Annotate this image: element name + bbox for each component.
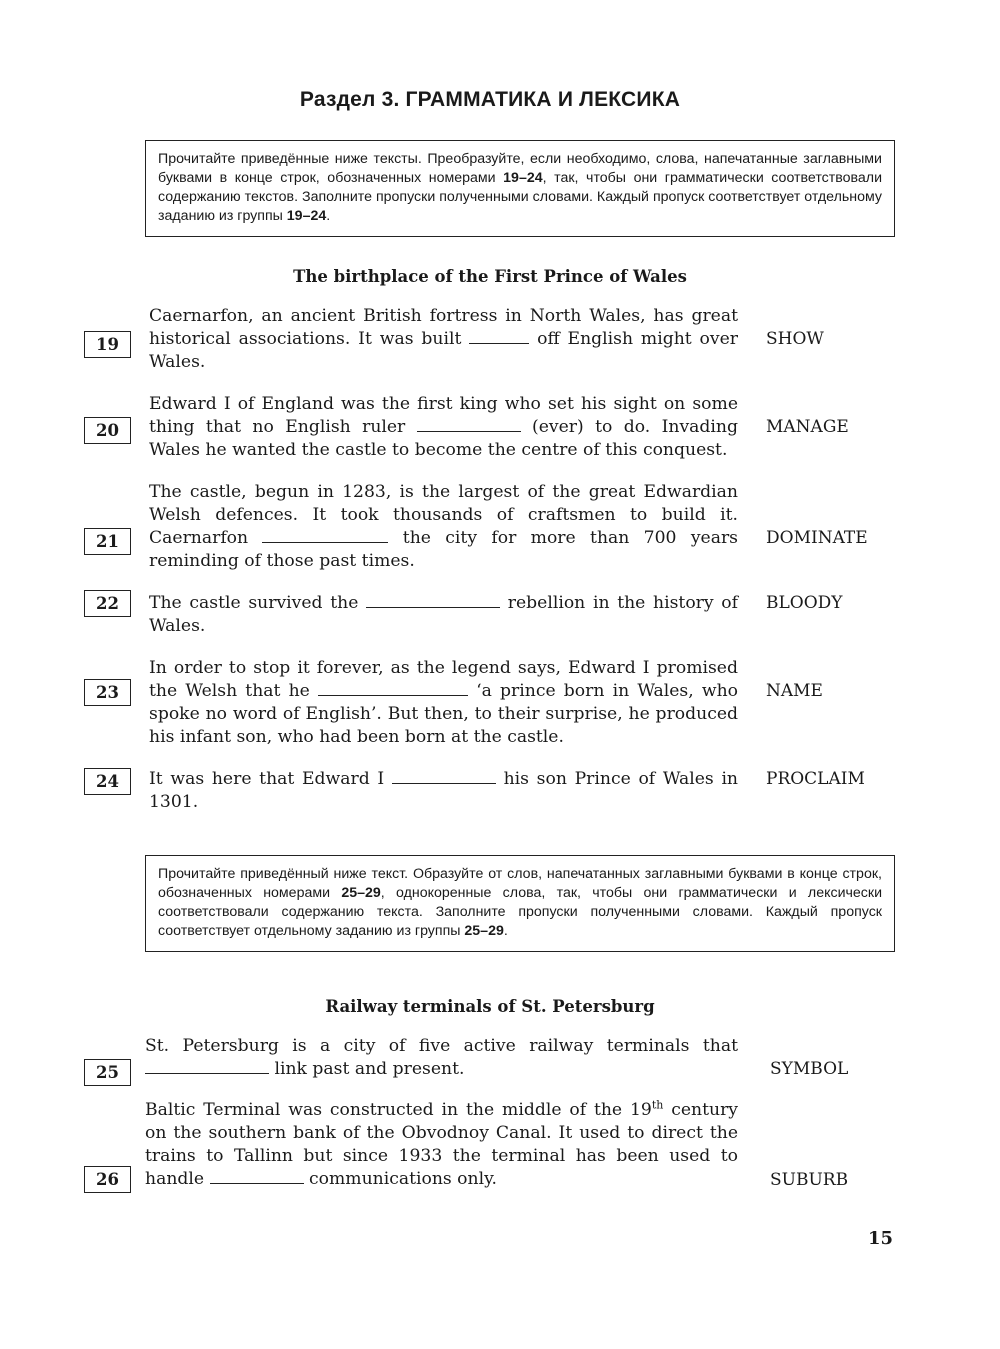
- text-before: St. Petersburg is a city of five active railway terminals that: [145, 1036, 738, 1056]
- base-word-24: PROCLAIM: [766, 769, 865, 789]
- task-range: 25–29: [341, 885, 381, 901]
- answer-blank[interactable]: [318, 681, 468, 696]
- text-before: The castle, begun in 1283, is the largest of the great Edwardian Welsh defences. It took thousands of craftsmen to build it. Caernarfon: [149, 482, 738, 548]
- task-text-23: [149, 657, 738, 749]
- text-before: Caernarfon, an ancient British fortress in North Wales, has great historical associations. It was built: [149, 306, 738, 349]
- text-before: The castle survived the: [149, 593, 367, 613]
- answer-blank[interactable]: [210, 1169, 304, 1184]
- instruction-text: Прочитайте приведённые ниже тексты. Преобразуйте, если необходимо, слова, напечатанные заглавными буквами в конце строк, обозначенных номерами: [158, 151, 882, 186]
- instruction-box-1: [145, 140, 895, 237]
- answer-blank[interactable]: [366, 593, 500, 608]
- text-before: century on the southern bank of the Obvodnoy Canal. It used to direct the trains to Tallinn but since 1933 the terminal has been used to handle: [145, 1100, 739, 1189]
- task-text-26: [145, 1099, 738, 1191]
- text-after: off English might over Wales.: [149, 329, 738, 372]
- task-number-25: 25: [84, 1059, 131, 1086]
- superscript: th: [651, 1098, 664, 1112]
- text-after: rebellion in the history of Wales.: [149, 593, 739, 636]
- section-title: Раздел 3. ГРАММАТИКА И ЛЕКСИКА: [299, 88, 681, 111]
- task-text-24: [149, 768, 738, 814]
- base-word-20: MANAGE: [766, 417, 849, 437]
- text-after: (ever) to do. Invading Wales he wanted the castle to become the centre of this conquest.: [149, 417, 738, 460]
- instruction-text: .: [326, 208, 331, 224]
- instruction-box-2: [145, 855, 895, 952]
- task-number-19: 19: [84, 331, 131, 358]
- task-text-20: [149, 393, 738, 462]
- page-number: 15: [868, 1228, 894, 1249]
- text-after: his son Prince of Wales in 1301.: [149, 769, 739, 812]
- base-word-19: SHOW: [766, 329, 824, 349]
- answer-blank[interactable]: [469, 329, 529, 344]
- base-word-21: DOMINATE: [766, 528, 868, 548]
- task-number-20: 20: [84, 417, 131, 444]
- text-after: ‘a prince born in Wales, who spoke no word of English’. But then, to their surprise, he produced his infant son, who had been born at the castle.: [149, 681, 738, 747]
- text-before: Baltic Terminal was constructed in the middle of the 19: [145, 1100, 652, 1120]
- answer-blank[interactable]: [417, 417, 521, 432]
- task-text-25: [145, 1035, 738, 1081]
- text-before: In order to stop it forever, as the legend says, Edward I promised the Welsh that he: [149, 658, 738, 701]
- task-number-26: 26: [84, 1166, 131, 1193]
- task-text-21: [149, 481, 738, 573]
- instruction-text: , однокоренные слова, так, чтобы они грамматически и лексически соответствовали содержанию текста. Заполните пропуски полученными словами. Каждый пропуск соответствует отдельному заданию из группы: [158, 885, 882, 939]
- text-after: link past and present.: [269, 1059, 465, 1079]
- text-title-1: The birthplace of the First Prince of Wales: [293, 267, 687, 286]
- task-number-23: 23: [84, 679, 131, 706]
- text-before: Edward I of England was the first king who set his sight on some thing that no English ruler: [149, 394, 738, 437]
- base-word-22: BLOODY: [766, 593, 843, 613]
- text-title-2: Railway terminals of St. Petersburg: [325, 997, 655, 1016]
- task-text-22: [149, 592, 738, 638]
- instruction-text: , так, чтобы они грамматически соответствовали содержанию текстов. Заполните пропуски полученными словами. Каждый пропуск соответствует отдельному заданию из группы: [158, 170, 882, 224]
- text-after: communications only.: [303, 1169, 497, 1189]
- text-after: the city for more than 700 years reminding of those past times.: [149, 528, 738, 571]
- task-text-19: [149, 305, 738, 374]
- task-range: 19–24: [286, 208, 327, 224]
- base-word-26: SUBURB: [770, 1170, 849, 1190]
- instruction-text: .: [503, 923, 508, 939]
- task-range: 19–24: [503, 170, 543, 186]
- instruction-text: Прочитайте приведённый ниже текст. Образуйте от слов, напечатанных заглавными буквами в конце строк, обозначенных номерами: [158, 866, 882, 901]
- answer-blank[interactable]: [392, 769, 496, 784]
- task-range: 25–29: [464, 923, 504, 939]
- answer-blank[interactable]: [262, 528, 388, 543]
- answer-blank[interactable]: [145, 1059, 269, 1074]
- task-number-24: 24: [84, 768, 131, 795]
- text-before: It was here that Edward I: [149, 769, 392, 789]
- base-word-25: SYMBOL: [770, 1059, 849, 1079]
- task-number-21: 21: [84, 528, 131, 555]
- base-word-23: NAME: [766, 681, 823, 701]
- task-number-22: 22: [84, 590, 131, 617]
